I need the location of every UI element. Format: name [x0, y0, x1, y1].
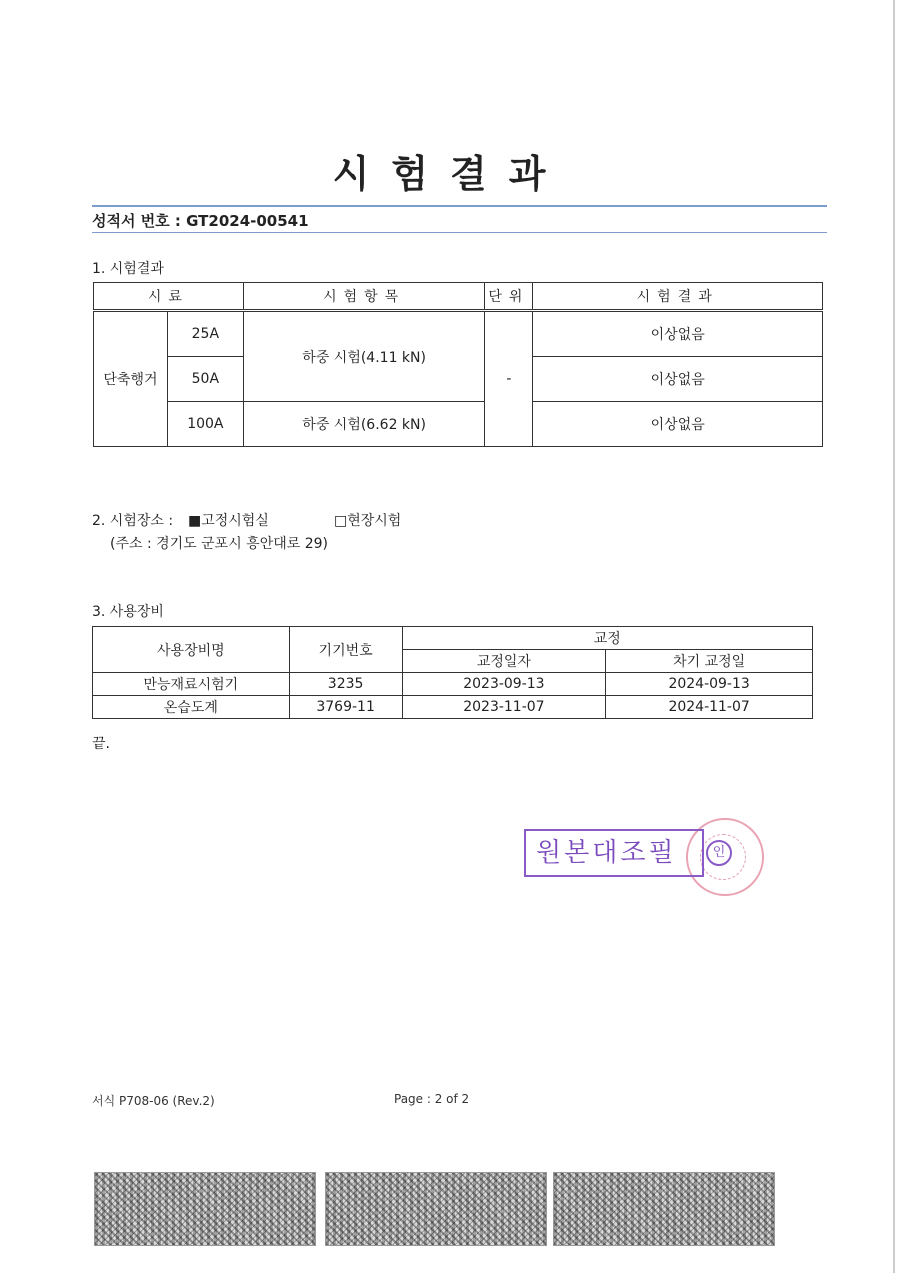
- header-calibration: 교정: [402, 627, 812, 650]
- test-item: 하중 시험(6.62 kN): [243, 402, 485, 447]
- header-rule-bottom: [92, 232, 827, 233]
- results-header-row: [94, 283, 823, 311]
- unit-value: -: [485, 311, 533, 447]
- test-item: 하중 시험(4.11 kN): [243, 311, 485, 402]
- header-cal-date: 교정일자: [402, 650, 606, 673]
- next-cal-date: 2024-11-07: [606, 696, 813, 719]
- header-rule-top: [92, 205, 827, 207]
- section3-heading: 3. 사용장비: [92, 604, 164, 620]
- equipment-name: 만능재료시험기: [93, 673, 290, 696]
- option-field-test: □현장시험: [334, 513, 402, 529]
- stamp-seal-mark: 인: [706, 840, 732, 866]
- header-unit: 단위: [485, 283, 533, 311]
- certificate-number: 성적서 번호 : GT2024-00541: [92, 212, 309, 230]
- result-value: 이상없음: [533, 402, 823, 447]
- security-code-2: [325, 1172, 547, 1246]
- cal-date: 2023-09-13: [402, 673, 606, 696]
- form-id: 서식 P708-06 (Rev.2): [92, 1094, 215, 1108]
- end-mark: 끝.: [92, 736, 110, 752]
- security-code-3: [553, 1172, 775, 1246]
- cal-date: 2023-11-07: [402, 696, 606, 719]
- security-code-1: [94, 1172, 316, 1246]
- equipment-name: 온습도계: [93, 696, 290, 719]
- page-title: 시험결과: [332, 152, 568, 196]
- table-row: [94, 311, 823, 357]
- page-number: Page : 2 of 2: [394, 1092, 470, 1106]
- header-serial: 기기번호: [289, 627, 402, 673]
- header-equipment-name: 사용장비명: [93, 627, 290, 673]
- test-address: (주소 : 경기도 군포시 흥안대로 29): [110, 536, 328, 552]
- table-row: [93, 673, 813, 696]
- header-sample: 시료: [94, 283, 244, 311]
- header-next-cal: 차기 교정일: [606, 650, 813, 673]
- test-results-table: [93, 282, 823, 447]
- sample-size: 50A: [167, 357, 243, 402]
- next-cal-date: 2024-09-13: [606, 673, 813, 696]
- sample-size: 25A: [167, 311, 243, 357]
- equipment-table: [92, 626, 813, 719]
- sample-name: 단축행거: [94, 311, 168, 447]
- result-value: 이상없음: [533, 311, 823, 357]
- result-value: 이상없음: [533, 357, 823, 402]
- option-fixed-lab: ■고정시험실: [188, 513, 269, 529]
- section1-heading: 1. 시험결과: [92, 261, 164, 277]
- header-test-item: 시험항목: [243, 283, 485, 311]
- original-copy-stamp: 원본대조필: [524, 829, 704, 877]
- equipment-serial: 3769-11: [289, 696, 402, 719]
- table-row: [93, 696, 813, 719]
- header-result: 시험결과: [533, 283, 823, 311]
- table-row: [94, 402, 823, 447]
- section2-heading: 2. 시험장소 :: [92, 513, 174, 529]
- page-edge: [893, 0, 895, 1273]
- sample-size: 100A: [167, 402, 243, 447]
- equipment-serial: 3235: [289, 673, 402, 696]
- equipment-header-row: [93, 627, 813, 650]
